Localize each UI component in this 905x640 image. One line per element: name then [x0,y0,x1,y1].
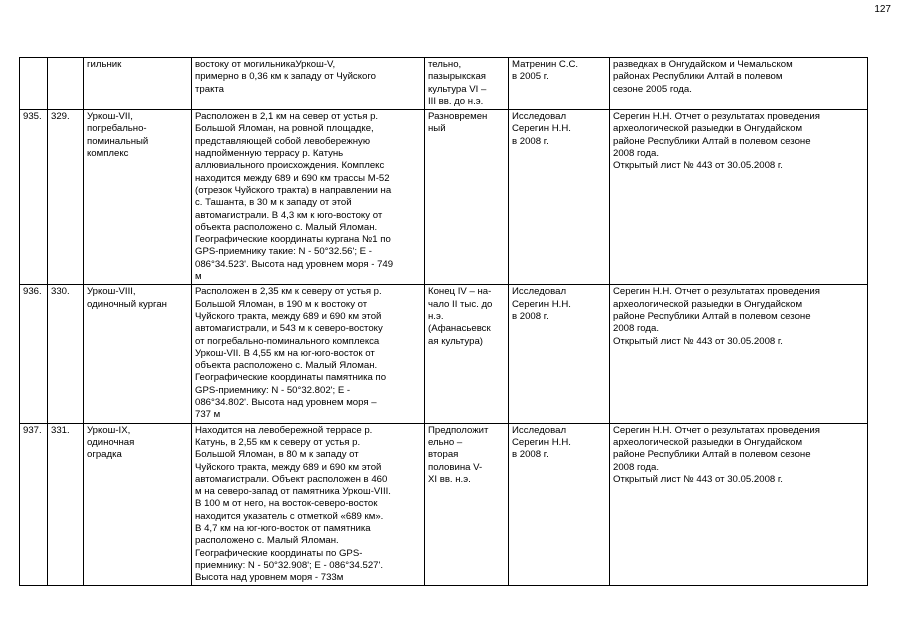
cell-line: приемнику: N - 50°32.908'; Е - 086°34.527'. [195,559,383,571]
cell-line: В 4,7 км на юг-юго-восток от памятника [195,522,371,534]
source-cell [610,423,868,586]
cell-line: Серегин Н.Н. [512,298,571,310]
cell-line: Серегин Н.Н. [512,123,571,135]
local-number: 330. [48,285,84,423]
cell-line: Конец IV – на- [428,286,492,298]
cell-line: объекта расположено с. Малый Яломан. [195,360,378,372]
source-cell [610,110,868,285]
cell-line: (отрезок Чуйского тракта) в направлении на [195,184,392,196]
cell-line: районе Республики Алтай в полевом сезоне [613,449,811,461]
cell-line: районе Республики Алтай в полевом сезоне [613,135,811,147]
cell-line: районе Республики Алтай в полевом сезоне [613,310,811,322]
dating-cell [425,423,509,586]
cell-line: расположено с. Малый Яломан. [195,535,339,547]
cell-line: объекта расположено с. Малый Яломан. [195,221,378,233]
cell-line: автомагистрали. Объект расположен в 460 [195,473,388,485]
cell-line: ая культура) [428,335,483,347]
cell-line: находится между 689 и 690 км трассы М-52 [195,172,390,184]
cell-line: районах Республики Алтай в полевом [613,71,783,83]
cell-line: примерно в 0,36 км к западу от Чуйского [195,71,376,83]
cell-line: GPS-приемнику такие: N - 50°32.56'; Е - [195,246,372,258]
cell-line: 2008 года. [613,148,660,160]
cell-line: н.э. [428,310,444,322]
cell-line: III вв. до н.э. [428,95,484,107]
cell-line: Исследовал [512,111,567,123]
monument-name-cell [84,285,192,423]
cell-line: Чуйского тракта, между 689 и 690 км этой [195,461,382,473]
cell-line: Открытый лист № 443 от 30.05.2008 г. [613,335,783,347]
cell-line: половина V- [428,461,483,473]
cell-line: сезоне 2005 года. [613,83,692,95]
cell-line: Разновремен [428,111,488,123]
cell-line: представляющей собой левобережную [195,135,371,147]
monument-name-cell [84,110,192,285]
dating-cell [425,110,509,285]
cell-line: В 100 м от него, на восток-северо-восток [195,498,378,510]
dating-cell [425,58,509,110]
cell-line: надпойменную террасу р. Катунь [195,148,344,160]
row-number: 936. [20,285,48,423]
source-cell [610,285,868,423]
cell-line: Серегин Н.Н. [512,436,571,448]
cell-line: м на северо-запад от памятника Уркош-VIII. [195,486,391,498]
cell-line: тракта [195,83,224,95]
cell-line: ельно – [428,436,463,448]
cell-line: аллювиального происхождения. Комплекс [195,160,385,172]
cell-line: 737 м [195,409,221,421]
monuments-table-body [20,58,868,586]
cell-line: Серегин Н.Н. Отчет о результатах проведения [613,424,820,436]
cell-line: Чуйского тракта, между 689 и 690 км этой [195,310,382,322]
cell-line: в 2008 г. [512,135,549,147]
cell-line: автомагистрали. В 4,3 км к юго-востоку от [195,209,383,221]
monument-name-cell [84,423,192,586]
cell-line: вторая [428,449,459,461]
table-row [20,423,868,586]
cell-line: 086°34.802'. Высота над уровнем моря – [195,397,377,409]
cell-line: археологической разыедки в Онгудайском [613,123,803,135]
cell-line: тельно, [428,59,462,70]
cell-line: Географические координаты памятника по [195,372,387,384]
row-number: 935. [20,110,48,285]
researcher-cell [509,58,610,110]
cell-line: м [195,271,202,283]
cell-line: Уркош-IX, [87,424,131,436]
source-cell [610,58,868,110]
cell-line: чало II тыс. до [428,298,493,310]
cell-line: погребально- [87,123,147,135]
cell-line: 2008 года. [613,323,660,335]
cell-line: археологической разыедки в Онгудайском [613,436,803,448]
cell-line: Высота над уровнем моря - 733м [195,572,344,584]
cell-line: Катунь, в 2,55 км к северу от устья р. [195,436,361,448]
cell-line: Большой Яломан, на ровной площадке, [195,123,374,135]
cell-line: Серегин Н.Н. Отчет о результатах проведения [613,111,820,123]
cell-line: востоку от могильникаУркош-V, [195,59,336,70]
researcher-cell [509,110,610,285]
cell-line: разведках в Онгудайском и Чемальском [613,59,793,70]
local-number: 331. [48,423,84,586]
monument-name-cell [84,58,192,110]
cell-line: Расположен в 2,35 км к северу от устья р. [195,286,382,298]
cell-line: комплекс [87,148,129,160]
table-row [20,285,868,423]
location-description-cell [192,58,425,110]
cell-line: с. Ташанта, в 30 м к западу от этой [195,197,352,209]
cell-line: поминальный [87,135,149,147]
cell-line: Находится на левобережной террасе р. [195,424,373,436]
cell-line: (Афанасьевск [428,323,491,335]
cell-line: Географические координаты по GPS- [195,547,363,559]
location-description-cell [192,423,425,586]
cell-line: в 2005 г. [512,71,549,83]
local-number: 329. [48,110,84,285]
cell-line: находится указатель с отметкой «689 км». [195,510,384,522]
researcher-cell [509,423,610,586]
cell-line: Предположит [428,424,489,436]
cell-line: одиночный курган [87,298,167,310]
researcher-cell [509,285,610,423]
cell-line: XI вв. н.э. [428,473,471,485]
cell-line: Расположен в 2,1 км на север от устья р. [195,111,379,123]
cell-line: Уркош-VII. В 4,55 км на юг-юго-восток от [195,347,375,359]
table-row [20,110,868,285]
monuments-table [19,57,868,586]
cell-line: Серегин Н.Н. Отчет о результатах проведения [613,286,820,298]
cell-line: археологической разыедки в Онгудайском [613,298,803,310]
cell-line: от погребально-поминального комплекса [195,335,380,347]
cell-line: Открытый лист № 443 от 30.05.2008 г. [613,473,783,485]
cell-line: Уркош-VII, [87,111,133,123]
page-number: 127 [874,4,891,15]
cell-line: одиночная [87,436,135,448]
dating-cell [425,285,509,423]
cell-line: оградка [87,449,122,461]
cell-line: в 2008 г. [512,310,549,322]
cell-line: GPS-приемнику: N - 50°32.802'; Е - [195,384,351,396]
table-row [20,58,868,110]
cell-line: Матренин С.С. [512,59,579,70]
cell-line: культура VI – [428,83,487,95]
cell-line: Уркош-VIII, [87,286,136,298]
cell-line: ный [428,123,446,135]
cell-line: 086°34.523'. Высота над уровнем моря - 749 [195,258,394,270]
cell-line: в 2008 г. [512,449,549,461]
cell-line: Открытый лист № 443 от 30.05.2008 г. [613,160,783,172]
cell-line: Исследовал [512,286,567,298]
cell-line: 2008 года. [613,461,660,473]
cell-line: пазырыкская [428,71,486,83]
cell-line: Исследовал [512,424,567,436]
local-number [48,58,84,110]
cell-line: автомагистрали, и 543 м к северо-востоку [195,323,383,335]
row-number [20,58,48,110]
cell-line: гильник [87,59,122,70]
cell-line: Большой Яломан, в 80 м к западу от [195,449,359,461]
location-description-cell [192,110,425,285]
row-number: 937. [20,423,48,586]
location-description-cell [192,285,425,423]
cell-line: Большой Яломан, в 190 м к востоку от [195,298,368,310]
cell-line: Географические координаты кургана №1 по [195,234,391,246]
